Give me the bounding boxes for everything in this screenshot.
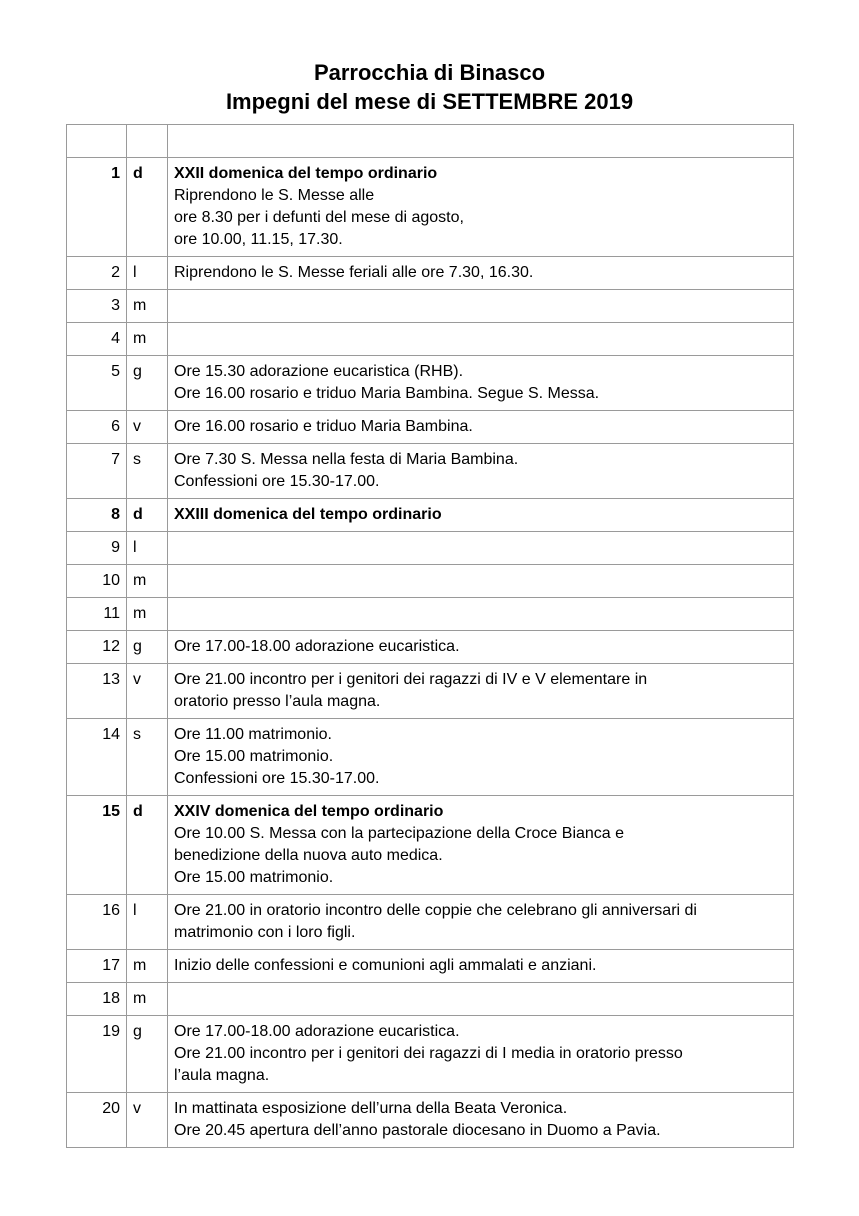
table-row bbox=[67, 411, 794, 444]
event-line: Riprendono le S. Messe feriali alle ore 7.30, 16.30. bbox=[174, 264, 534, 281]
table-row bbox=[67, 444, 794, 499]
weekday-letter: v bbox=[127, 1093, 168, 1148]
table-row bbox=[67, 323, 794, 356]
weekday-letter: g bbox=[127, 1016, 168, 1093]
table-row bbox=[67, 1093, 794, 1148]
table-row bbox=[67, 499, 794, 532]
weekday-letter: d bbox=[127, 796, 168, 895]
day-number: 3 bbox=[67, 290, 127, 323]
event-description bbox=[168, 796, 794, 895]
table-header-row bbox=[67, 125, 794, 158]
weekday-letter: m bbox=[127, 598, 168, 631]
event-line: Ore 15.00 matrimonio. bbox=[174, 748, 334, 765]
day-number: 7 bbox=[67, 444, 127, 499]
event-description bbox=[168, 631, 794, 664]
day-number: 4 bbox=[67, 323, 127, 356]
event-line: In mattinata esposizione dell’urna della Beata Veronica. bbox=[174, 1100, 568, 1117]
liturgical-title: XXIII domenica del tempo ordinario bbox=[174, 506, 442, 523]
event-description bbox=[168, 1016, 794, 1093]
day-number: 15 bbox=[67, 796, 127, 895]
weekday-letter: m bbox=[127, 290, 168, 323]
day-number: 5 bbox=[67, 356, 127, 411]
table-row bbox=[67, 796, 794, 895]
event-line: benedizione della nuova auto medica. bbox=[174, 847, 443, 864]
event-line: ore 8.30 per i defunti del mese di agosto, bbox=[174, 209, 464, 226]
event-line: Confessioni ore 15.30-17.00. bbox=[174, 770, 380, 787]
empty-cell bbox=[127, 125, 168, 158]
table-row bbox=[67, 631, 794, 664]
day-number: 2 bbox=[67, 257, 127, 290]
weekday-letter: m bbox=[127, 565, 168, 598]
event-description bbox=[168, 499, 794, 532]
event-description bbox=[168, 598, 794, 631]
weekday-letter: d bbox=[127, 499, 168, 532]
event-line: matrimonio con i loro figli. bbox=[174, 924, 356, 941]
day-number: 19 bbox=[67, 1016, 127, 1093]
event-description bbox=[168, 444, 794, 499]
event-description bbox=[168, 356, 794, 411]
document-header bbox=[0, 58, 859, 116]
day-number: 11 bbox=[67, 598, 127, 631]
event-line: Ore 21.00 in oratorio incontro delle coppie che celebrano gli anniversari di bbox=[174, 902, 697, 919]
event-description bbox=[168, 719, 794, 796]
day-number: 1 bbox=[67, 158, 127, 257]
event-line: Ore 7.30 S. Messa nella festa di Maria Bambina. bbox=[174, 451, 519, 468]
table-row bbox=[67, 356, 794, 411]
event-description bbox=[168, 158, 794, 257]
event-line: Ore 15.30 adorazione eucaristica (RHB). bbox=[174, 363, 464, 380]
day-number: 16 bbox=[67, 895, 127, 950]
event-line: Ore 15.00 matrimonio. bbox=[174, 869, 334, 886]
event-line: ore 10.00, 11.15, 17.30. bbox=[174, 231, 343, 248]
weekday-letter: l bbox=[127, 532, 168, 565]
table-row bbox=[67, 158, 794, 257]
event-line: Ore 17.00-18.00 adorazione eucaristica. bbox=[174, 638, 460, 655]
table-row bbox=[67, 950, 794, 983]
table-row bbox=[67, 565, 794, 598]
day-number: 10 bbox=[67, 565, 127, 598]
weekday-letter: l bbox=[127, 895, 168, 950]
weekday-letter: l bbox=[127, 257, 168, 290]
table-row bbox=[67, 290, 794, 323]
day-number: 12 bbox=[67, 631, 127, 664]
event-description bbox=[168, 983, 794, 1016]
table-row bbox=[67, 257, 794, 290]
event-description bbox=[168, 257, 794, 290]
table-row bbox=[67, 598, 794, 631]
table-row bbox=[67, 1016, 794, 1093]
day-number: 13 bbox=[67, 664, 127, 719]
event-line: Ore 10.00 S. Messa con la partecipazione della Croce Bianca e bbox=[174, 825, 625, 842]
weekday-letter: s bbox=[127, 444, 168, 499]
day-number: 20 bbox=[67, 1093, 127, 1148]
table-row bbox=[67, 895, 794, 950]
event-description bbox=[168, 532, 794, 565]
weekday-letter: v bbox=[127, 411, 168, 444]
events-table-body bbox=[67, 125, 794, 1148]
day-number: 18 bbox=[67, 983, 127, 1016]
document-subtitle: Impegni del mese di SETTEMBRE 2019 bbox=[225, 89, 634, 114]
event-description bbox=[168, 290, 794, 323]
event-description bbox=[168, 1093, 794, 1148]
event-description bbox=[168, 323, 794, 356]
event-line: Confessioni ore 15.30-17.00. bbox=[174, 473, 380, 490]
event-line: l’aula magna. bbox=[174, 1067, 270, 1084]
event-description bbox=[168, 664, 794, 719]
weekday-letter: g bbox=[127, 356, 168, 411]
event-line: Inizio delle confessioni e comunioni agli ammalati e anziani. bbox=[174, 957, 597, 974]
weekday-letter: m bbox=[127, 983, 168, 1016]
liturgical-title: XXII domenica del tempo ordinario bbox=[174, 165, 438, 182]
event-line: Ore 21.00 incontro per i genitori dei ragazzi di I media in oratorio presso bbox=[174, 1045, 683, 1062]
document-title: Parrocchia di Binasco bbox=[313, 60, 546, 85]
day-number: 8 bbox=[67, 499, 127, 532]
weekday-letter: g bbox=[127, 631, 168, 664]
event-description bbox=[168, 895, 794, 950]
empty-cell bbox=[67, 125, 127, 158]
table-row bbox=[67, 664, 794, 719]
day-number: 14 bbox=[67, 719, 127, 796]
day-number: 6 bbox=[67, 411, 127, 444]
weekday-letter: d bbox=[127, 158, 168, 257]
event-line: Ore 11.00 matrimonio. bbox=[174, 726, 332, 743]
weekday-letter: m bbox=[127, 950, 168, 983]
weekday-letter: v bbox=[127, 664, 168, 719]
event-line: Ore 17.00-18.00 adorazione eucaristica. bbox=[174, 1023, 460, 1040]
table-row bbox=[67, 532, 794, 565]
table-row bbox=[67, 719, 794, 796]
day-number: 17 bbox=[67, 950, 127, 983]
events-table bbox=[66, 124, 794, 1148]
event-line: Ore 21.00 incontro per i genitori dei ragazzi di IV e V elementare in bbox=[174, 671, 648, 688]
event-line: Ore 16.00 rosario e triduo Maria Bambina. bbox=[174, 418, 473, 435]
event-line: Ore 16.00 rosario e triduo Maria Bambina. Segue S. Messa. bbox=[174, 385, 600, 402]
day-number: 9 bbox=[67, 532, 127, 565]
event-description bbox=[168, 565, 794, 598]
event-description bbox=[168, 411, 794, 444]
weekday-letter: s bbox=[127, 719, 168, 796]
event-line: Ore 20.45 apertura dell’anno pastorale diocesano in Duomo a Pavia. bbox=[174, 1122, 661, 1139]
event-line: Riprendono le S. Messe alle bbox=[174, 187, 375, 204]
weekday-letter: m bbox=[127, 323, 168, 356]
liturgical-title: XXIV domenica del tempo ordinario bbox=[174, 803, 444, 820]
event-line: oratorio presso l’aula magna. bbox=[174, 693, 381, 710]
table-row bbox=[67, 983, 794, 1016]
empty-cell bbox=[168, 125, 794, 158]
event-description bbox=[168, 950, 794, 983]
